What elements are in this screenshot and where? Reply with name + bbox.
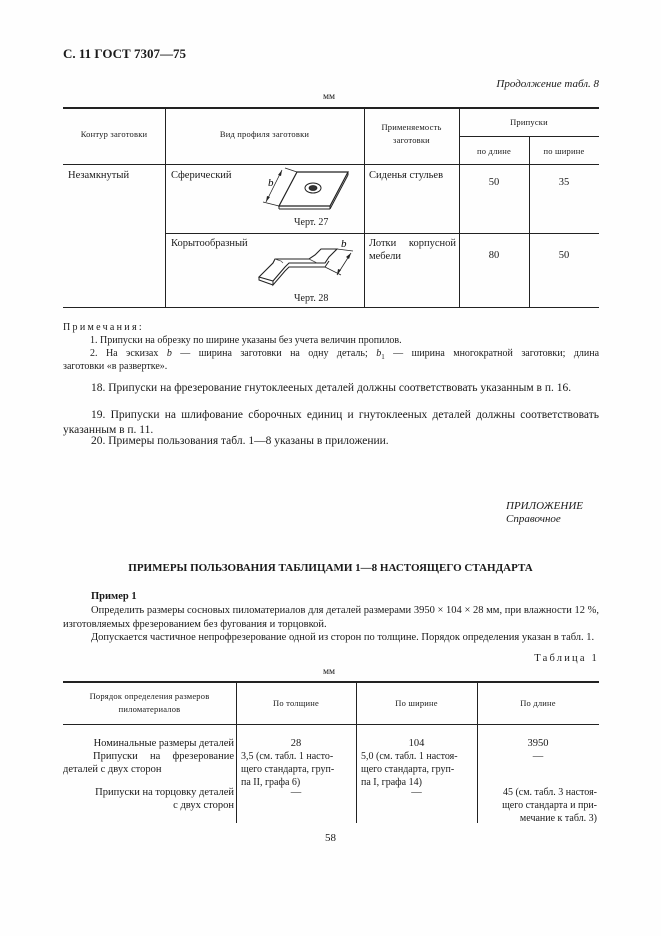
t1-row3-label-l2: с двух сторон bbox=[173, 800, 234, 811]
page-header: С. 11 ГОСТ 7307—75 bbox=[63, 46, 186, 61]
dim-label-b-2: b bbox=[341, 238, 347, 250]
t1-th-width: По ширине bbox=[395, 698, 438, 708]
example-paragraph-2: Допускается частичное непрофрезерование одной из сторон по толщине. Порядок определения указан в табл. 1. bbox=[91, 632, 595, 643]
t1-row1-thickness: 28 bbox=[290, 738, 302, 749]
drawing-27-caption: Черт. 27 bbox=[294, 217, 329, 228]
note-1: 1. Припуски на обрезку по ширине указаны без учета величин пропилов. bbox=[90, 335, 402, 346]
row2-width: 50 bbox=[558, 250, 570, 261]
appendix-title: ПРИМЕРЫ ПОЛЬЗОВАНИЯ ТАБЛИЦАМИ 1—8 НАСТОЯЩЕГО СТАНДАРТА bbox=[128, 562, 533, 574]
th-by-width: по ширине bbox=[543, 146, 585, 156]
example-title: Пример 1 bbox=[91, 591, 137, 602]
t1-row3-length: 45 (см. табл. 3 настоя- щего стандарта и при- мечание к табл. 3) bbox=[502, 787, 597, 824]
t1-row1-length: 3950 bbox=[527, 738, 549, 749]
t1-row3-thickness: — bbox=[290, 787, 302, 798]
th-allowances: Припуски bbox=[510, 117, 548, 127]
t1-row2-length: — bbox=[532, 751, 544, 762]
t1-row1-label: Номинальные размеры деталей bbox=[93, 738, 234, 749]
row2-length: 80 bbox=[488, 250, 500, 261]
dim-label-b: b bbox=[268, 177, 274, 189]
spherical-blank-drawing bbox=[255, 166, 365, 216]
t1-row2-thickness: 3,5 (см. табл. 1 насто- щего стандарта, груп- па II, графа 6) bbox=[241, 751, 335, 788]
t1-row1-width: 104 bbox=[408, 738, 425, 749]
paragraph-20: 20. Примеры пользования табл. 1—8 указаны в приложении. bbox=[91, 435, 389, 447]
drawing-28-caption: Черт. 28 bbox=[294, 293, 329, 304]
page-number: 58 bbox=[325, 832, 336, 844]
row1-contour: Незамкнутый bbox=[68, 170, 130, 181]
t1-th-order: Порядок определения размеров пиломатериалов bbox=[89, 691, 210, 714]
t1-row2-label-l1: Припуски на фрезерование bbox=[93, 751, 234, 762]
appendix-label-block bbox=[506, 500, 583, 525]
trough-blank-drawing bbox=[255, 237, 365, 293]
th-profile: Вид профиля заготовки bbox=[219, 129, 310, 139]
t1-th-thickness: По толщине bbox=[273, 698, 319, 708]
row2-profile: Корытообразный bbox=[171, 238, 248, 249]
table1-unit: мм bbox=[323, 667, 336, 677]
appendix-kind: Справочное bbox=[506, 513, 561, 525]
row2-usage-line1: Лотки корпусной bbox=[369, 238, 456, 249]
table-continuation-label: Продолжение табл. 8 bbox=[496, 78, 599, 90]
row1-usage: Сиденья стульев bbox=[369, 170, 444, 181]
note-2-line2: заготовки «в развертке». bbox=[63, 361, 168, 372]
example-paragraph-1: Определить размеры сосновых пиломатериалов для деталей размерами 3950 × 104 × 28 мм, при влажности 12 %, изготовляемых фрезерованием без фугования и торцовкой. bbox=[63, 605, 599, 630]
row1-length: 50 bbox=[488, 177, 500, 188]
notes-title: Примечания: bbox=[63, 322, 144, 333]
table1-caption: Таблица 1 bbox=[534, 653, 599, 664]
appendix-label: ПРИЛОЖЕНИЕ bbox=[506, 500, 583, 512]
row2-usage-line2: мебели bbox=[369, 251, 402, 262]
th-contour: Контур заготовки bbox=[80, 129, 148, 139]
paragraph-18: 18. Припуски на фрезерование гнутоклееных деталей должны соответствовать указанным в п. 16. bbox=[91, 382, 572, 394]
note-2-line1: 2. На эскизах b — ширина заготовки на одну деталь; $b_1$ — ширина многократной заготовки; длина bbox=[90, 348, 600, 361]
th-usage: Применяемость заготовки bbox=[381, 122, 442, 145]
t1-row2-width: 5,0 (см. табл. 1 настоя- щего стандарта, груп- па I, графа 14) bbox=[361, 751, 458, 788]
t1-th-length: По длине bbox=[520, 698, 556, 708]
t1-row3-label-l1: Припуски на торцовку деталей bbox=[95, 787, 234, 798]
row1-width: 35 bbox=[558, 177, 570, 188]
row1-profile: Сферический bbox=[171, 170, 232, 181]
t1-row3-width: — bbox=[411, 787, 422, 798]
paragraph-19: 19. Припуски на шлифование сборочных единиц и гнутоклееных деталей должны соответствовать указанным в п. 11. bbox=[63, 409, 599, 436]
table8-unit: мм bbox=[323, 92, 336, 102]
th-by-length: по длине bbox=[477, 146, 511, 156]
t1-row2-label-l2: деталей с двух сторон bbox=[63, 764, 162, 775]
